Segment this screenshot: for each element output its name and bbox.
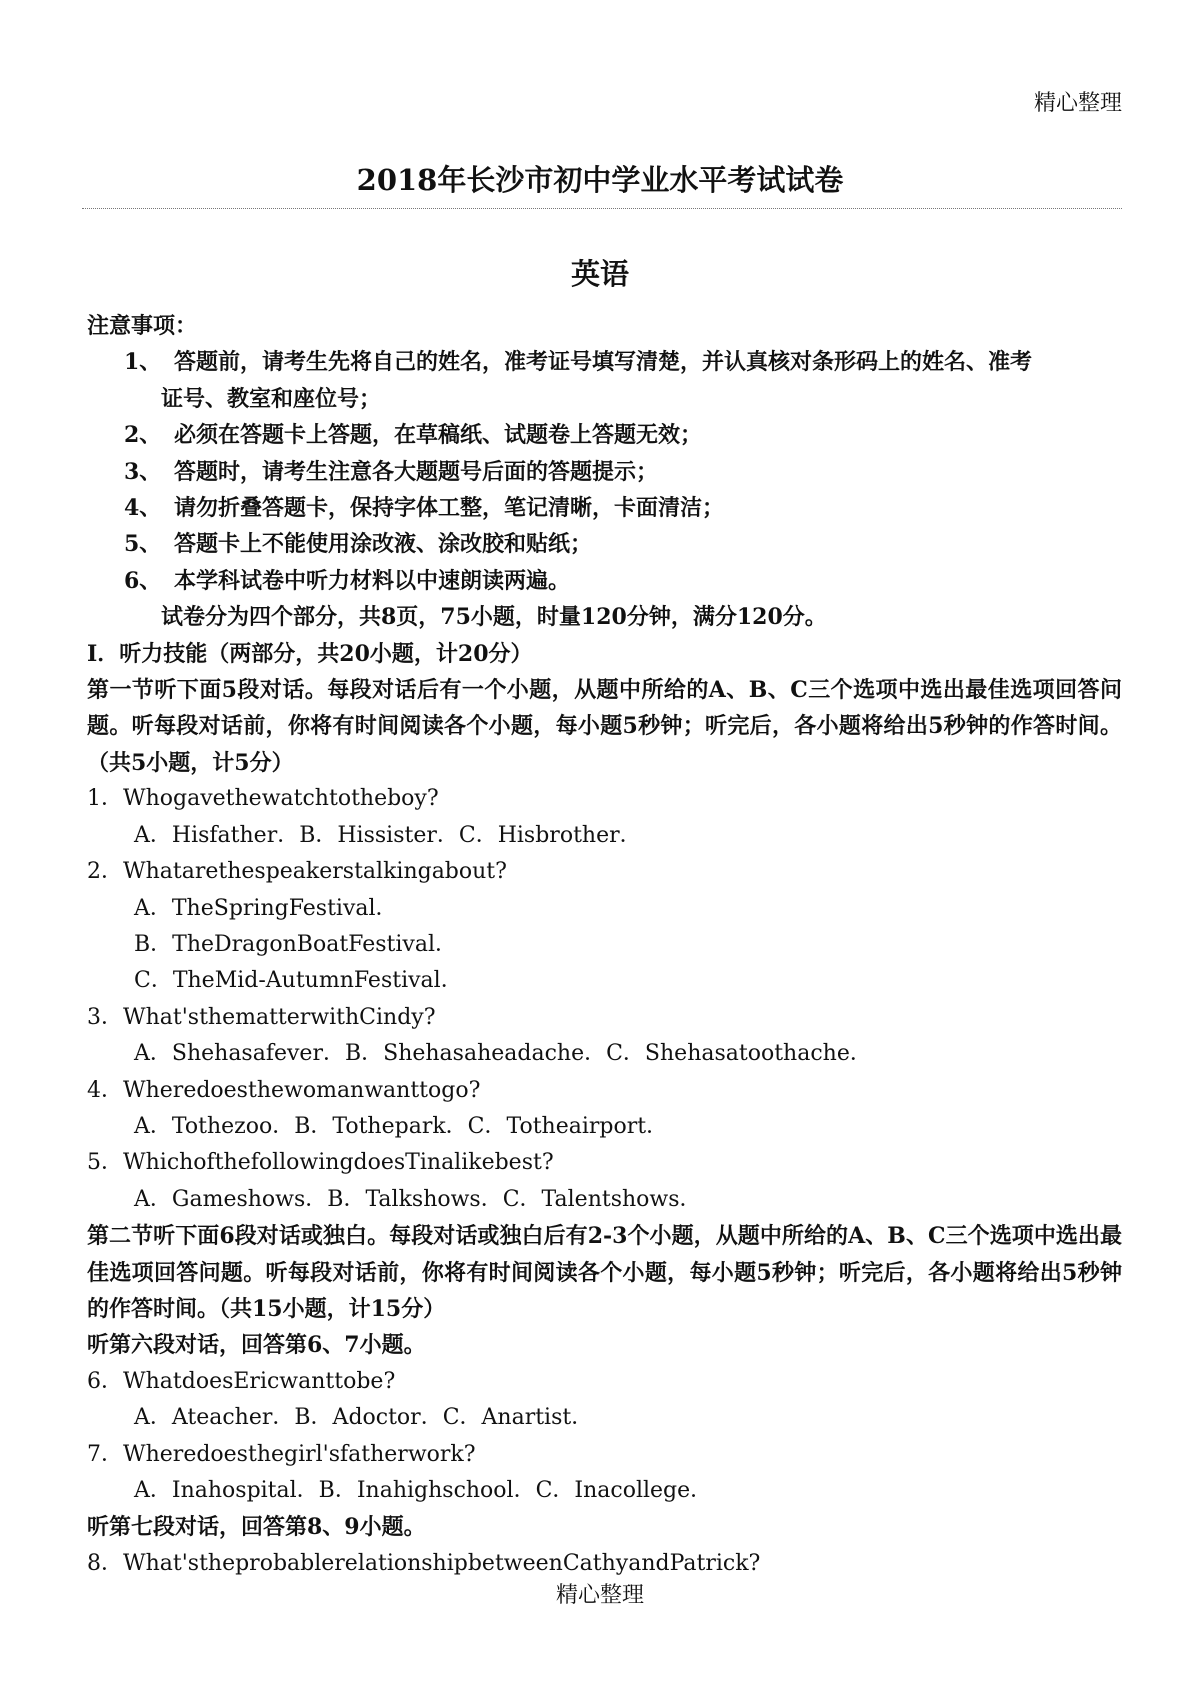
- dialog-6-instruction: 听第六段对话，回答第6、7小题。: [87, 1332, 426, 1359]
- notice-item-number: 2、: [124, 422, 162, 449]
- notice-item-text: 答题卡上不能使用涂改液、涂改胶和贴纸；: [174, 531, 593, 558]
- question-2: 2．Whatarethespeakerstalkingabout?: [87, 859, 507, 885]
- notice-item-number: 4、: [124, 495, 162, 522]
- header-watermark-text: 精心整理: [1033, 91, 1122, 116]
- section2-intro: 第二节听下面6段对话或独白。每段对话或独白后有2-3个小题，从题中所给的A、B、C三个选项中选出最佳选项回答问题。听每段对话前，你将有时间阅读各个小题，每小题5秒钟；听完后，各小题将给出5秒钟的作答时间。（共15小题，计15分）: [87, 1223, 1122, 1322]
- question-1: 1．Whogavethewatchtotheboy?: [87, 786, 439, 812]
- footer-watermark-text: 精心整理: [555, 1583, 644, 1608]
- notice-item-text: 本学科试卷中听力材料以中速朗读两遍。: [174, 567, 571, 594]
- notice-item-4: [87, 490, 1122, 526]
- notice-item-1-continued: 证号、教室和座位号；: [161, 385, 382, 412]
- part1-heading: Ⅰ．听力技能（两部分，共20小题，计20分）: [87, 640, 533, 667]
- question-4-options: A．Tothezoo．B．Tothepark．C．Totheairport．: [134, 1113, 669, 1139]
- question-8: 8．What'stheprobablerelationshipbetweenCathyandPatrick?: [87, 1550, 761, 1576]
- notice-item-text: 请勿折叠答题卡，保持字体工整，笔记清晰，卡面清洁；: [174, 495, 725, 522]
- title-divider: [82, 208, 1122, 209]
- question-2-option-a: A．TheSpringFestival．: [134, 895, 398, 921]
- question-7: 7．Wheredoesthegirl'sfatherwork?: [87, 1441, 476, 1467]
- notice-item-number: 1、: [124, 349, 162, 376]
- exam-body: [87, 308, 1122, 1582]
- question-5: 5．WhichofthefollowingdoesTinalikebest?: [87, 1150, 554, 1176]
- exam-title: 2018年长沙市初中学业水平考试试卷: [356, 163, 844, 197]
- notice-item-1: [87, 344, 1122, 380]
- notice-item-number: 3、: [124, 458, 162, 485]
- question-1-options: A．Hisfather．B．Hissister．C．Hisbrother．: [134, 822, 642, 848]
- section1-intro: 第一节听下面5段对话。每段对话后有一个小题，从题中所给的A、B、C三个选项中选出最佳选项回答问题。听每段对话前，你将有时间阅读各个小题，每小题5秒钟；听完后，各小题将给出5秒钟的作答时间。（共5小题，计5分）: [87, 677, 1122, 776]
- notice-item-text: 必须在答题卡上答题，在草稿纸、试题卷上答题无效；: [174, 422, 703, 449]
- dialog-7-instruction: 听第七段对话，回答第8、9小题。: [87, 1514, 426, 1541]
- question-2-option-b: B．TheDragonBoatFestival．: [134, 931, 457, 957]
- notice-item-text: 答题时，请考生注意各大题题号后面的答题提示；: [174, 458, 659, 485]
- subject-title: 英语: [570, 257, 629, 291]
- question-5-options: A．Gameshows．B．Talkshows．C．Talentshows．: [134, 1186, 702, 1212]
- question-6-options: A．Ateacher．B．Adoctor．C．Anartist．: [134, 1405, 594, 1431]
- notice-item-3: [87, 454, 1122, 490]
- question-3: 3．What'sthematterwithCindy?: [87, 1004, 436, 1030]
- notice-item-2: [87, 417, 1122, 453]
- exam-summary: 试卷分为四个部分，共8页，75小题，时量120分钟，满分120分。: [161, 604, 827, 631]
- question-7-options: A．Inahospital．B．Inahighschool．C．Inacollege．: [134, 1478, 713, 1503]
- question-6: 6．WhatdoesEricwanttobe?: [87, 1368, 396, 1394]
- notice-heading: 注意事项：: [87, 313, 198, 339]
- notice-item-5: [87, 526, 1122, 562]
- question-4: 4．Wheredoesthewomanwanttogo?: [87, 1077, 481, 1103]
- notice-item-6: [87, 563, 1122, 599]
- question-2-option-c: C．TheMid-AutumnFestival．: [134, 968, 463, 994]
- notice-item-number: 6、: [124, 567, 162, 594]
- question-3-options: A．Shehasafever．B．Shehasaheadache．C．Shehasatoothache．: [134, 1041, 872, 1067]
- notice-item-number: 5、: [124, 531, 162, 558]
- notice-item-text: 答题前，请考生先将自己的姓名，准考证号填写清楚，并认真核对条形码上的姓名、准考: [174, 349, 1033, 376]
